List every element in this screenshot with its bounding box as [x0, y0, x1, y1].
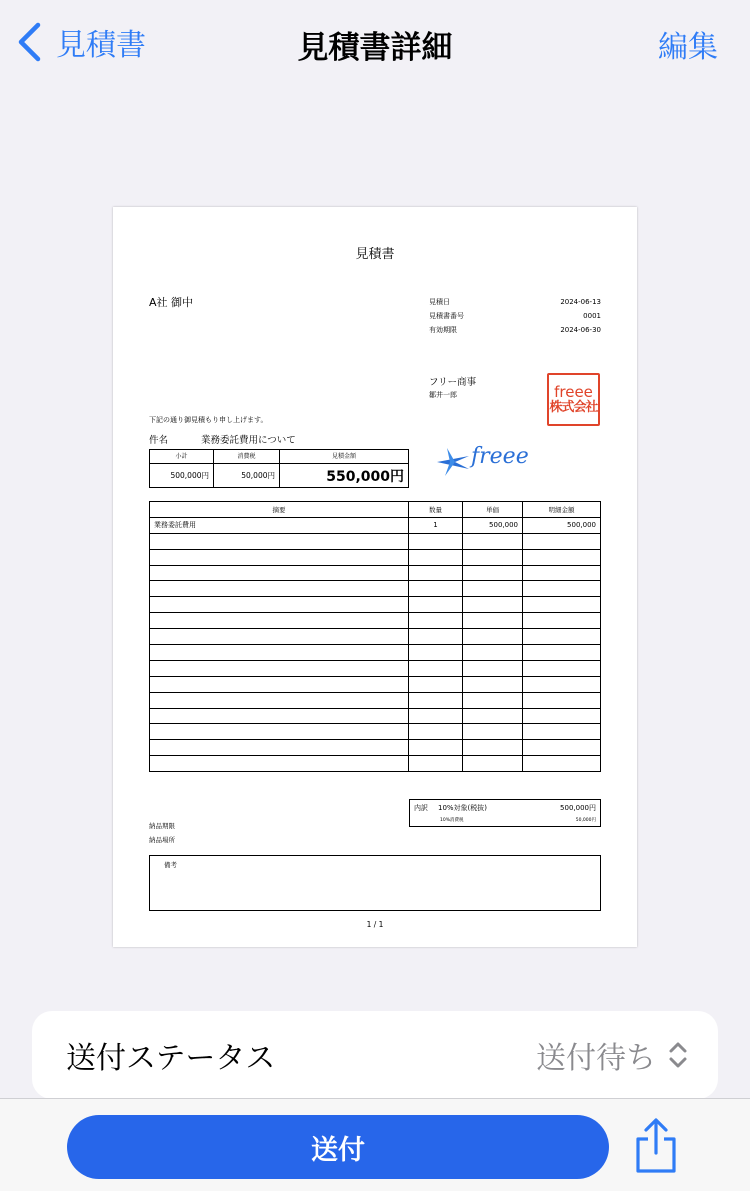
send-button[interactable]: 送付: [67, 1115, 609, 1179]
empty-cell: [463, 565, 523, 581]
empty-cell: [409, 565, 463, 581]
page-title: 見積書詳細: [297, 30, 453, 66]
table-row: [150, 613, 601, 629]
seal-bottom-text: 株式会社: [549, 399, 598, 415]
empty-cell: [523, 645, 601, 661]
meta-label: 見積日: [429, 298, 450, 306]
table-header-row: [150, 502, 601, 518]
empty-cell: [463, 597, 523, 613]
table-row: [150, 533, 601, 549]
empty-cell: [150, 533, 409, 549]
table-row: [150, 549, 601, 565]
table-row: [150, 660, 601, 676]
tax-label: 内訳: [414, 804, 428, 812]
empty-cell: [523, 740, 601, 756]
summary-value: 550,000円: [326, 468, 404, 485]
empty-cell: [150, 724, 409, 740]
item-unit-price: 500,000: [463, 517, 523, 533]
empty-cell: [150, 597, 409, 613]
empty-cell: [150, 629, 409, 645]
meta-label: 見積書番号: [429, 312, 464, 320]
meta-label: 有効期限: [429, 326, 457, 334]
table-row: [150, 629, 601, 645]
bottom-toolbar: [0, 1098, 750, 1191]
summary-header: 消費税: [214, 450, 279, 464]
summary-subtotal: [150, 450, 214, 487]
empty-cell: [409, 660, 463, 676]
meta-value: 0001: [583, 312, 601, 320]
table-row: [150, 581, 601, 597]
edit-button[interactable]: 編集: [658, 30, 718, 65]
document-title: 見積書: [355, 247, 395, 262]
table-row: [150, 740, 601, 756]
empty-cell: [409, 629, 463, 645]
empty-cell: [463, 692, 523, 708]
table-row: [150, 708, 601, 724]
empty-cell: [523, 708, 601, 724]
meta-row: [429, 295, 601, 309]
empty-cell: [463, 740, 523, 756]
empty-cell: [523, 597, 601, 613]
column-header: 明細金額: [523, 502, 601, 518]
company-seal-stamp: [547, 373, 600, 426]
empty-cell: [150, 756, 409, 772]
subject-label: 件名: [149, 435, 169, 446]
empty-cell: [150, 708, 409, 724]
share-button[interactable]: [632, 1117, 680, 1175]
empty-cell: [523, 613, 601, 629]
item-description: 業務委託費用: [150, 517, 409, 533]
item-quantity: 1: [409, 517, 463, 533]
client-name: A社 御中: [149, 296, 194, 309]
table-row: [150, 645, 601, 661]
empty-cell: [409, 740, 463, 756]
empty-cell: [523, 724, 601, 740]
empty-cell: [523, 581, 601, 597]
summary-value: 500,000円: [170, 471, 209, 480]
table-row: [150, 517, 601, 533]
summary-header: 小計: [150, 450, 213, 464]
greeting-text: 下記の通り御見積もり申し上げます。: [149, 416, 268, 424]
empty-cell: [463, 676, 523, 692]
empty-cell: [463, 756, 523, 772]
empty-cell: [150, 740, 409, 756]
empty-cell: [409, 724, 463, 740]
meta-value: 2024-06-30: [560, 326, 601, 334]
quote-document-preview[interactable]: [113, 207, 637, 947]
table-row: [150, 676, 601, 692]
send-status-value: 送付待ち: [536, 1041, 656, 1076]
company-name: フリー商事: [429, 377, 477, 388]
remarks-box: [149, 855, 601, 911]
empty-cell: [523, 629, 601, 645]
send-status-select[interactable]: [536, 1033, 688, 1077]
summary-total: [280, 450, 408, 487]
empty-cell: [150, 549, 409, 565]
freee-logo: [433, 442, 533, 482]
empty-cell: [523, 549, 601, 565]
empty-cell: [409, 549, 463, 565]
empty-cell: [150, 645, 409, 661]
empty-cell: [463, 708, 523, 724]
tax-sub-label: 10%消費税: [440, 818, 464, 823]
empty-cell: [409, 708, 463, 724]
tax-breakdown: [409, 799, 601, 827]
item-amount: 500,000: [523, 517, 601, 533]
empty-cell: [463, 533, 523, 549]
table-row: [150, 724, 601, 740]
table-row: [150, 692, 601, 708]
share-icon: [632, 1117, 680, 1175]
empty-cell: [463, 660, 523, 676]
line-items-table: [149, 501, 601, 772]
tax-label-row: [414, 803, 487, 813]
empty-cell: [463, 613, 523, 629]
empty-cell: [523, 676, 601, 692]
empty-cell: [409, 692, 463, 708]
empty-cell: [523, 756, 601, 772]
page-indicator: 1 / 1: [366, 920, 384, 929]
tax-sub-amount: 50,000円: [575, 818, 596, 823]
delivery-place-label: 納品場所: [149, 836, 175, 844]
logo-text: freee: [471, 444, 529, 469]
bird-logo-icon: [433, 442, 473, 482]
empty-cell: [150, 581, 409, 597]
empty-cell: [409, 613, 463, 629]
table-row: [150, 565, 601, 581]
empty-cell: [523, 692, 601, 708]
chevron-up-down-icon: [668, 1040, 688, 1070]
subject-text: 業務委託費用について: [201, 435, 296, 446]
empty-cell: [463, 645, 523, 661]
meta-row: [429, 309, 601, 323]
empty-cell: [463, 549, 523, 565]
delivery-date-label: 納品期限: [149, 822, 175, 830]
back-label: 見積書: [56, 28, 146, 63]
summary-table: [149, 449, 409, 488]
empty-cell: [523, 565, 601, 581]
remarks-label: 備考: [164, 861, 177, 869]
empty-cell: [463, 724, 523, 740]
empty-cell: [409, 533, 463, 549]
empty-cell: [409, 581, 463, 597]
column-header: 数量: [409, 502, 463, 518]
empty-cell: [409, 597, 463, 613]
send-status-row: [32, 1011, 718, 1099]
table-row: [150, 756, 601, 772]
send-status-label: 送付ステータス: [66, 1041, 276, 1076]
person-name: 鄒井一郎: [429, 391, 457, 399]
column-header: 単価: [463, 502, 523, 518]
document-meta: [429, 295, 601, 337]
empty-cell: [523, 660, 601, 676]
empty-cell: [150, 676, 409, 692]
seal-top-text: freee: [554, 382, 593, 401]
navigation-bar: [0, 0, 750, 86]
empty-cell: [409, 645, 463, 661]
tax-category: 10%対象(税抜): [438, 804, 488, 812]
summary-header: 見積金額: [280, 450, 408, 464]
empty-cell: [463, 629, 523, 645]
table-row: [150, 597, 601, 613]
empty-cell: [409, 676, 463, 692]
summary-tax: [214, 450, 280, 487]
column-header: 摘要: [150, 502, 409, 518]
summary-value: 50,000円: [241, 471, 275, 480]
empty-cell: [523, 533, 601, 549]
empty-cell: [150, 692, 409, 708]
empty-cell: [463, 581, 523, 597]
empty-cell: [150, 613, 409, 629]
tax-amount: 500,000円: [560, 804, 596, 812]
meta-row: [429, 323, 601, 337]
empty-cell: [150, 660, 409, 676]
empty-cell: [150, 565, 409, 581]
empty-cell: [409, 756, 463, 772]
meta-value: 2024-06-13: [560, 298, 601, 306]
